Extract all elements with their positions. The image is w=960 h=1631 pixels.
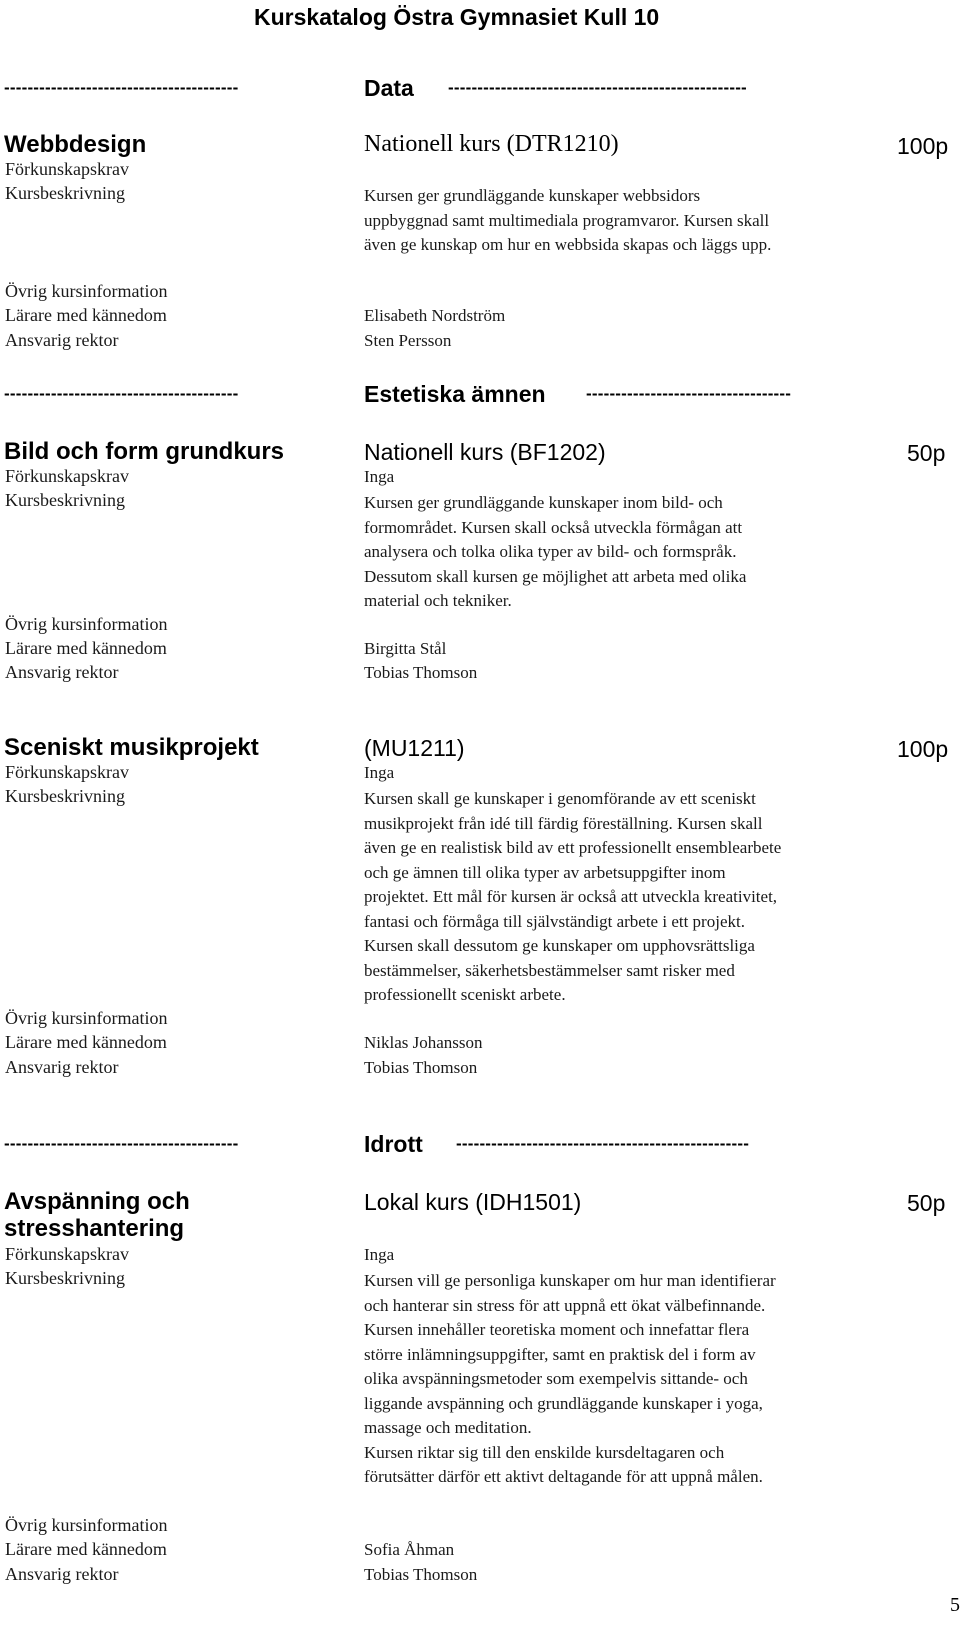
course-principal: Tobias Thomson bbox=[364, 1058, 478, 1077]
course-name-line1: Avspänning och bbox=[4, 1188, 190, 1215]
course-points: 100p bbox=[897, 133, 949, 159]
label-prerequisites: Förkunskapskrav bbox=[5, 1244, 129, 1264]
section-divider-right: ----------------------------------- bbox=[586, 384, 792, 403]
course-name: Bild och form grundkurs bbox=[4, 438, 285, 465]
section-divider-left: ---------------------------------------- bbox=[4, 1134, 239, 1153]
course-teacher: Sofia Åhman bbox=[364, 1540, 455, 1559]
section-divider-left: ---------------------------------------- bbox=[4, 384, 239, 403]
label-other-info: Övrig kursinformation bbox=[5, 1008, 168, 1028]
label-principal: Ansvarig rektor bbox=[5, 330, 119, 350]
course-description: Kursen skall ge kunskaper i genomförande av ett sceniskt musikprojekt från idé till färdig föreställning. Kursen skall även ge en realistisk bild av ett professionellt ensemblearbete och ge ämnen till olika typer av arbetsuppgifter inom projektet. Ett mål för kursen är också att utveckla kreativitet, fantasi och förmåga till självständigt arbete i ett projekt. Kursen skall dessutom ge kunskaper om upphovsrättsliga bestämmelser, säkerhetsbestämmelser samt risker med professionellt sceniskt arbete. bbox=[364, 789, 782, 1004]
course-prerequisites: Inga bbox=[364, 467, 395, 486]
label-description: Kursbeskrivning bbox=[5, 490, 125, 510]
course-name-line2: stresshantering bbox=[4, 1215, 185, 1242]
label-prerequisites: Förkunskapskrav bbox=[5, 466, 129, 486]
course-name: Webbdesign bbox=[4, 131, 147, 158]
course-code: Lokal kurs (IDH1501) bbox=[364, 1189, 582, 1215]
course-prerequisites: Inga bbox=[364, 1245, 395, 1264]
course-points: 50p bbox=[907, 440, 946, 466]
course-code: Nationell kurs (DTR1210) bbox=[364, 131, 619, 157]
course-teacher: Elisabeth Nordström bbox=[364, 306, 506, 325]
document-title: Kurskatalog Östra Gymnasiet Kull 10 bbox=[254, 4, 660, 30]
label-description: Kursbeskrivning bbox=[5, 786, 125, 806]
label-description: Kursbeskrivning bbox=[5, 183, 125, 203]
label-teacher: Lärare med kännedom bbox=[5, 305, 167, 325]
label-teacher: Lärare med kännedom bbox=[5, 1539, 167, 1559]
course-prerequisites: Inga bbox=[364, 763, 395, 782]
label-teacher: Lärare med kännedom bbox=[5, 1032, 167, 1052]
course-description: Kursen ger grundläggande kunskaper webbsidors uppbyggnad samt multimediala programvaror. Kursen skall även ge kunskap om hur en webbsida skapas och läggs upp. bbox=[364, 186, 772, 254]
course-description: Kursen vill ge personliga kunskaper om hur man identifierar och hanterar sin stress för att uppnå ett ökat välbefinnande. Kursen innehåller teoretiska moment och innefattar flera större inlämningsuppgifter, samt en praktisk del i form av olika avspänningsmetoder som exempelvis sittande- och liggande avspänning och grundläggande kunskaper i yoga, massage och meditation. Kursen riktar sig till den enskilde kursdeltagaren och förutsätter därför ett aktivt deltagande för att uppnå målen. bbox=[364, 1271, 776, 1486]
course-teacher: Niklas Johansson bbox=[364, 1033, 483, 1052]
course-points: 50p bbox=[907, 1190, 946, 1216]
section-title-data: Data bbox=[364, 75, 414, 101]
course-points: 100p bbox=[897, 736, 949, 762]
course-principal: Tobias Thomson bbox=[364, 663, 478, 682]
course-code: (MU1211) bbox=[364, 735, 465, 761]
label-other-info: Övrig kursinformation bbox=[5, 1515, 168, 1535]
section-divider-right: -------------------------------------------------- bbox=[456, 1134, 750, 1153]
course-principal: Sten Persson bbox=[364, 331, 452, 350]
label-other-info: Övrig kursinformation bbox=[5, 281, 168, 301]
course-name: Sceniskt musikprojekt bbox=[4, 734, 259, 761]
page-number: 5 bbox=[950, 1594, 960, 1616]
section-divider-right: --------------------------------------------------- bbox=[448, 78, 747, 97]
label-other-info: Övrig kursinformation bbox=[5, 614, 168, 634]
section-divider-left: ---------------------------------------- bbox=[4, 78, 239, 97]
course-teacher: Birgitta Stål bbox=[364, 639, 447, 658]
label-prerequisites: Förkunskapskrav bbox=[5, 762, 129, 782]
label-principal: Ansvarig rektor bbox=[5, 1564, 119, 1584]
label-principal: Ansvarig rektor bbox=[5, 662, 119, 682]
course-principal: Tobias Thomson bbox=[364, 1565, 478, 1584]
course-description: Kursen ger grundläggande kunskaper inom bild- och formområdet. Kursen skall också utveckla förmågan att analysera och tolka olika typer av bild- och formspråk. Dessutom skall kursen ge möjlighet att arbeta med olika material och tekniker. bbox=[364, 493, 747, 610]
course-code: Nationell kurs (BF1202) bbox=[364, 439, 606, 465]
label-principal: Ansvarig rektor bbox=[5, 1057, 119, 1077]
label-description: Kursbeskrivning bbox=[5, 1268, 125, 1288]
section-title-idrott: Idrott bbox=[364, 1131, 423, 1157]
label-teacher: Lärare med kännedom bbox=[5, 638, 167, 658]
label-prerequisites: Förkunskapskrav bbox=[5, 159, 129, 179]
section-title-estetiska: Estetiska ämnen bbox=[364, 381, 546, 407]
